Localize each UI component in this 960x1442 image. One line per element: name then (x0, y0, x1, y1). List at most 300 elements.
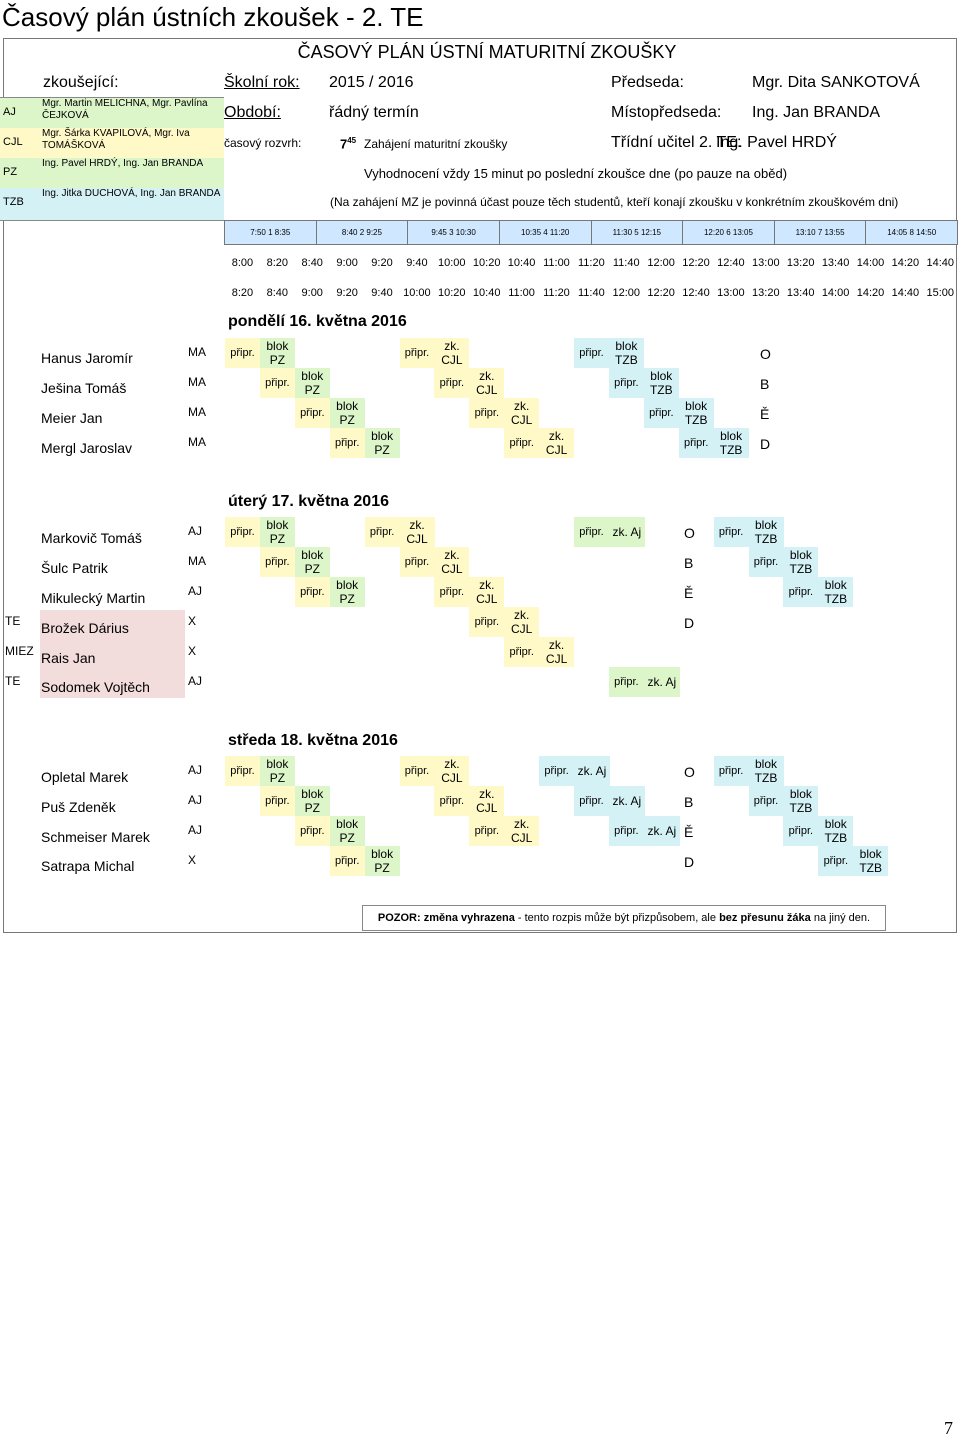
subject-label: CJL (545, 652, 568, 666)
block-label: blok (266, 518, 289, 532)
block-cell (330, 577, 365, 607)
examiner-cjl: Mgr. Šárka KVAPILOVÁ, Mgr. Iva TOMÁŠKOVÁ (38, 128, 224, 158)
subject-label: TZB (649, 383, 673, 397)
subject-label: PZ (339, 831, 355, 845)
vice-chair-label: Místopředseda: (611, 104, 722, 121)
time-cell: 9:00 (301, 287, 323, 299)
exam-label: zk. Aj (612, 525, 642, 539)
subject-label: TZB (719, 443, 743, 457)
prep-label: připr. (683, 437, 709, 449)
time-cell: 9:00 (336, 257, 358, 269)
slot-2: 8:40 2 9:25 (316, 220, 409, 245)
schedule-label: časový rozvrh: (224, 136, 302, 150)
exam-label: zk. (444, 757, 460, 771)
prep-cell (504, 637, 539, 667)
prep-cell (295, 398, 330, 428)
lunch-letter: B (684, 555, 694, 571)
exam-cell (574, 756, 610, 786)
page-number: 7 (944, 1418, 953, 1438)
block-cell (609, 338, 644, 368)
prep-cell (749, 547, 784, 577)
student-tag: MIEZ (5, 644, 34, 658)
subject-label: PZ (339, 592, 355, 606)
block-label: blok (720, 429, 743, 443)
exam-cell (539, 428, 574, 458)
block-label: blok (371, 429, 394, 443)
prep-cell (295, 816, 330, 846)
exam-cell (609, 517, 645, 547)
block-label: blok (789, 787, 812, 801)
slot-row (225, 220, 958, 245)
page-title: Časový plán ústních zkoušek - 2. TE (2, 2, 424, 32)
prep-label: připr. (230, 526, 255, 538)
time-cell: 13:20 (786, 257, 815, 269)
block-label: blok (336, 578, 359, 592)
prep-cell (818, 846, 853, 876)
time-cell: 12:40 (717, 257, 745, 269)
time-cell: 10:40 (507, 257, 536, 269)
prep-cell (365, 517, 400, 547)
subject-label: PZ (269, 532, 286, 546)
teacher-name: Ing. Pavel HRDÝ (716, 134, 837, 151)
time-cell: 11:40 (577, 287, 605, 299)
prep-label: připr. (474, 407, 500, 419)
exam-label: zk. (444, 339, 460, 353)
exam-cell (504, 607, 539, 637)
lunch-letter: B (684, 794, 694, 810)
block-cell (330, 398, 365, 428)
prep-label: připr. (509, 646, 534, 658)
subject-pz: PZ (0, 158, 38, 188)
time-cell: 14:00 (821, 287, 850, 299)
subject-cjl: CJL (0, 128, 38, 158)
prep-label: připr. (404, 347, 430, 359)
student-name: Hanus Jaromír (41, 350, 133, 366)
exam-label: zk. Aj (647, 824, 677, 838)
exam-cell (539, 637, 574, 667)
lunch-letter: Ě (684, 585, 694, 601)
subject-label: CJL (441, 771, 463, 785)
block-cell (260, 338, 295, 368)
lunch-letter: O (684, 525, 695, 541)
prep-label: připr. (334, 437, 360, 449)
start-time: $7^{45}$ (340, 136, 357, 152)
subject-label: TZB (824, 592, 848, 606)
prep-cell (434, 368, 469, 398)
subject-label: CJL (545, 443, 568, 457)
block-label: blok (650, 369, 673, 383)
student-subject: MA (188, 435, 206, 449)
prep-label: připr. (334, 855, 360, 867)
exam-label: zk. (548, 638, 565, 652)
time-cell: 15:00 (926, 287, 955, 299)
prep-label: připr. (614, 676, 639, 688)
time-cell: 12:20 (682, 257, 710, 269)
exam-cell (469, 786, 504, 816)
prep-cell (400, 338, 435, 368)
exam-cell (434, 756, 469, 786)
prep-label: připr. (649, 407, 674, 419)
prep-label: připr. (544, 765, 569, 777)
block-cell (783, 547, 818, 577)
time-cell: 10:00 (438, 257, 466, 269)
student-name: Meier Jan (41, 410, 103, 426)
main-title: ČASOVÝ PLÁN ÚSTNÍ MATURITNÍ ZKOUŠKY (297, 42, 677, 62)
time-cell: 9:40 (406, 257, 428, 269)
exam-label: zk. (514, 608, 530, 622)
prep-cell (260, 786, 295, 816)
prep-cell (225, 517, 260, 547)
exam-cell (644, 816, 680, 846)
exam-label: zk. (479, 578, 495, 592)
examiner-tzb: Ing. Jitka DUCHOVÁ, Ing. Jan BRANDA (38, 188, 224, 220)
block-cell (260, 517, 295, 547)
block-cell (295, 786, 330, 816)
block-cell (818, 577, 853, 607)
student-name: Mikulecký Martin (41, 590, 146, 606)
block-cell (749, 756, 784, 786)
block-label: blok (789, 548, 812, 562)
subject-label: CJL (511, 831, 533, 845)
prep-label: připr. (265, 556, 290, 568)
prep-label: připr. (753, 556, 779, 568)
block-label: blok (859, 847, 882, 861)
block-label: blok (301, 369, 324, 383)
student-tag: TE (5, 674, 21, 688)
student-name: Markovič Tomáš (41, 530, 142, 546)
subject-label: TZB (789, 562, 813, 576)
prep-label: připr. (614, 825, 639, 837)
prep-label: připr. (300, 407, 325, 419)
block-cell (260, 756, 295, 786)
day-title: středa 18. května 2016 (228, 732, 398, 749)
subject-label: PZ (304, 562, 320, 576)
time-cell: 10:20 (472, 257, 501, 269)
time-cell: 10:00 (403, 287, 431, 299)
day-title: pondělí 16. května 2016 (228, 313, 407, 330)
block-label: blok (336, 817, 359, 831)
exam-cell (434, 338, 469, 368)
chair-label: Předseda: (611, 74, 684, 91)
prep-cell (679, 428, 714, 458)
student-subject: AJ (188, 793, 203, 807)
student-name: Rais Jan (41, 650, 96, 666)
exam-label: zk. (548, 429, 565, 443)
lunch-letter: Ě (684, 824, 694, 840)
attendance-text: (Na zahájení MZ je povinná účast pouze těch studentů, kteří konají zkoušku v konkrétním zkouškovém dni) (330, 195, 899, 209)
slot-7: 13:10 7 13:55 (774, 220, 867, 245)
subject-label: CJL (511, 413, 533, 427)
student-tag: TE (5, 614, 21, 628)
student-subject: AJ (188, 823, 203, 837)
prep-label: připr. (788, 825, 814, 837)
time-row-start (225, 257, 958, 269)
subject-label: CJL (441, 562, 463, 576)
prep-cell (225, 756, 260, 786)
time-cell: 8:20 (231, 287, 254, 299)
period-label: Období: (224, 104, 281, 121)
note-mid: - tento rozpis může být přizpůsobem, ale (514, 912, 720, 924)
exam-label: zk. (444, 548, 460, 562)
time-cell: 14:00 (856, 257, 885, 269)
prep-cell (574, 786, 609, 816)
prep-label: připr. (230, 347, 255, 359)
exam-label: zk. (479, 369, 495, 383)
prep-cell (469, 607, 504, 637)
block-label: blok (824, 578, 847, 592)
period: řádný termín (329, 104, 419, 121)
block-label: blok (754, 757, 777, 771)
slot-3: 9:45 3 10:30 (407, 220, 500, 245)
subject-label: PZ (304, 801, 320, 815)
prep-label: připr. (404, 765, 430, 777)
prep-label: připr. (753, 795, 779, 807)
subject-label: CJL (406, 532, 428, 546)
time-cell: 13:00 (752, 257, 780, 269)
exam-cell (400, 517, 435, 547)
prep-cell (539, 756, 574, 786)
exam-label: zk. (479, 787, 495, 801)
subject-label: TZB (754, 532, 778, 546)
exam-label: zk. (514, 399, 530, 413)
student-subject: X (188, 614, 197, 628)
prep-cell (714, 756, 749, 786)
student-name: Puš Zdeněk (41, 799, 116, 815)
time-cell: 11:40 (612, 257, 640, 269)
student-subject: MA (188, 345, 206, 359)
block-cell (818, 816, 853, 846)
exam-cell (504, 816, 539, 846)
time-cell: 11:00 (543, 257, 570, 269)
prep-cell (609, 816, 644, 846)
student-name: Mergl Jaroslav (41, 440, 133, 456)
prep-cell (644, 398, 679, 428)
subject-label: TZB (615, 353, 638, 367)
subject-label: CJL (511, 622, 533, 636)
prep-cell (225, 338, 260, 368)
start-text: Zahájení maturitní zkoušky (364, 137, 508, 151)
chair-name: Mgr. Dita SANKOTOVÁ (752, 74, 920, 91)
student-subject: MA (188, 405, 206, 419)
student-subject: X (188, 853, 197, 867)
exam-cell (434, 547, 469, 577)
prep-label: připr. (718, 526, 744, 538)
block-label: blok (824, 817, 847, 831)
slot-6: 12:20 6 13:05 (682, 220, 775, 245)
time-cell: 11:20 (543, 287, 570, 299)
time-cell: 8:20 (266, 257, 289, 269)
prep-label: připr. (439, 795, 465, 807)
subject-label: PZ (374, 861, 390, 875)
time-cell: 11:20 (577, 257, 605, 269)
prep-label: připr. (788, 586, 814, 598)
block-cell (330, 816, 365, 846)
prep-label: připr. (579, 347, 604, 359)
exam-label: zk. Aj (577, 764, 607, 778)
block-cell (853, 846, 888, 876)
prep-label: připr. (265, 377, 290, 389)
student-subject: AJ (188, 674, 203, 688)
prep-cell (434, 577, 469, 607)
student-name: Satrapa Michal (41, 858, 135, 874)
vice-chair-name: Ing. Jan BRANDA (752, 104, 881, 121)
prep-label: připr. (300, 825, 325, 837)
block-cell (783, 786, 818, 816)
examiners-label: zkoušející: (43, 74, 119, 91)
prep-label: připr. (439, 586, 465, 598)
subject-label: TZB (684, 413, 708, 427)
exam-label: zk. Aj (647, 675, 677, 689)
prep-label: připr. (230, 765, 255, 777)
prep-label: připr. (474, 616, 500, 628)
subject-label: PZ (269, 353, 286, 367)
prep-label: připr. (474, 825, 500, 837)
prep-cell (330, 846, 365, 876)
lunch-letter: D (684, 854, 695, 870)
time-cell: 11:00 (508, 287, 535, 299)
prep-cell (400, 547, 435, 577)
subject-aj: AJ (0, 98, 38, 128)
subject-tzb: TZB (0, 188, 38, 220)
prep-cell (330, 428, 365, 458)
exam-cell (504, 398, 539, 428)
block-cell (644, 368, 679, 398)
lunch-letter: B (760, 376, 770, 392)
subject-label: CJL (476, 801, 498, 815)
school-year-label: Školní rok: (224, 74, 300, 91)
subject-label: PZ (304, 383, 320, 397)
time-cell: 12:40 (682, 287, 710, 299)
prep-label: připr. (404, 556, 430, 568)
prep-label: připr. (369, 526, 395, 538)
student-subject: MA (188, 375, 206, 389)
block-cell (365, 846, 400, 876)
prep-label: připr. (439, 377, 465, 389)
block-cell (365, 428, 400, 458)
prep-cell (574, 517, 609, 547)
time-cell: 12:00 (612, 287, 640, 299)
block-cell (295, 368, 330, 398)
block-label: blok (336, 399, 359, 413)
subject-label: PZ (339, 413, 355, 427)
slot-4: 10:35 4 11:20 (499, 220, 592, 245)
examiner-aj: Mgr. Martin MELICHNA, Mgr. Pavlína ČEJKOVÁ (38, 98, 224, 128)
exam-label: zk. Aj (612, 794, 642, 808)
student-name: Sodomek Vojtěch (41, 679, 150, 695)
time-cell: 13:40 (821, 257, 850, 269)
block-cell (295, 547, 330, 577)
day-title: úterý 17. května 2016 (228, 493, 389, 510)
prep-cell (714, 517, 749, 547)
exam-cell (644, 667, 680, 697)
student-name: Šulc Patrik (41, 560, 108, 576)
student-subject: AJ (188, 763, 203, 777)
student-subject: MA (188, 554, 206, 568)
prep-cell (574, 338, 609, 368)
prep-label: připr. (509, 437, 534, 449)
time-cell: 8:00 (231, 257, 254, 269)
block-label: blok (301, 548, 324, 562)
slot-5: 11:30 5 12:15 (591, 220, 684, 245)
block-label: blok (685, 399, 708, 413)
subject-label: CJL (476, 383, 498, 397)
time-cell: 8:40 (301, 257, 323, 269)
prep-label: připr. (614, 377, 639, 389)
block-cell (714, 428, 749, 458)
subject-label: PZ (269, 771, 286, 785)
subject-label: PZ (374, 443, 390, 457)
time-cell: 9:20 (336, 287, 358, 299)
school-year: 2015 / 2016 (329, 74, 414, 91)
slot-1: 7:50 1 8:35 (224, 220, 317, 245)
prep-cell (783, 816, 818, 846)
note-bold-2: bez přesunu žáka (719, 912, 811, 924)
lunch-letter: Ě (760, 406, 770, 422)
prep-cell (400, 756, 435, 786)
note-prefix: POZOR: (377, 912, 424, 924)
student-subject: X (188, 644, 197, 658)
exam-cell (469, 577, 504, 607)
time-cell: 10:40 (472, 287, 501, 299)
time-cell: 13:20 (752, 287, 780, 299)
note-suffix: na jiný den. (810, 912, 871, 924)
exam-cell (469, 368, 504, 398)
block-label: blok (301, 787, 324, 801)
subject-label: CJL (441, 353, 463, 367)
prep-cell (609, 368, 644, 398)
prep-cell (260, 368, 295, 398)
subject-label: TZB (859, 861, 883, 875)
time-cell: 14:20 (891, 257, 920, 269)
exam-label: zk. (514, 817, 530, 831)
block-cell (679, 398, 714, 428)
prep-cell (469, 816, 504, 846)
lunch-letter: O (760, 346, 771, 362)
time-cell: 13:00 (717, 287, 745, 299)
subject-label: TZB (789, 801, 813, 815)
block-label: blok (371, 847, 394, 861)
prep-cell (469, 398, 504, 428)
time-cell: 12:20 (647, 287, 675, 299)
student-name: Schmeiser Marek (41, 829, 150, 845)
lunch-letter: O (684, 764, 695, 780)
subject-label: TZB (824, 831, 848, 845)
slot-8: 14:05 8 14:50 (865, 220, 958, 245)
block-label: blok (754, 518, 777, 532)
student-name: Brožek Dárius (41, 620, 129, 636)
prep-label: připr. (718, 765, 744, 777)
examiner-pz: Ing. Pavel HRDÝ, Ing. Jan BRANDA (38, 158, 224, 188)
lunch-letter: D (760, 436, 771, 452)
prep-cell (260, 547, 295, 577)
prep-label: připr. (300, 586, 325, 598)
time-cell: 8:40 (266, 287, 289, 299)
subject-label: CJL (476, 592, 498, 606)
time-cell: 10:20 (438, 287, 466, 299)
student-subject: AJ (188, 584, 203, 598)
block-label: blok (615, 339, 638, 353)
prep-label: připr. (265, 795, 290, 807)
student-name: Opletal Marek (41, 769, 129, 785)
time-cell: 14:40 (891, 287, 920, 299)
lunch-letter: D (684, 615, 695, 631)
block-label: blok (266, 757, 289, 771)
student-name: Ješina Tomáš (41, 380, 127, 396)
block-label: blok (266, 339, 289, 353)
prep-cell (749, 786, 784, 816)
time-cell: 12:00 (647, 257, 675, 269)
prep-cell (609, 667, 644, 697)
